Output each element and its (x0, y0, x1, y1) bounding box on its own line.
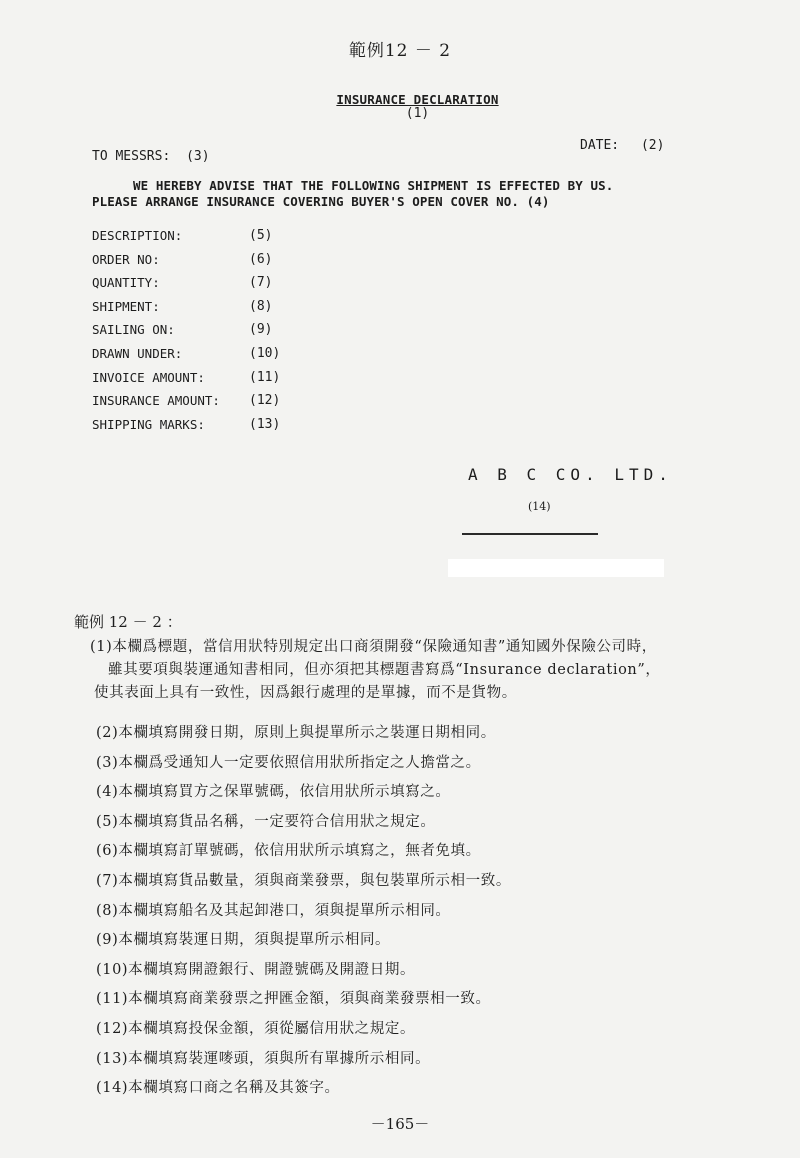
page-number: －165－ (370, 1115, 430, 1133)
form-title-block (0, 92, 800, 121)
company-name: A B C CO. LTD. (468, 465, 673, 484)
form-title: INSURANCE DECLARATION (336, 92, 499, 107)
list-item: (7)本欄填寫貨品數量，須與商業發票，與包裝單所示相一致。 (96, 872, 511, 889)
to-label: TO MESSRS: (92, 149, 171, 164)
field-label: ORDER NO: (92, 251, 160, 267)
field-label: DESCRIPTION: (92, 228, 183, 243)
company-number: (14) (528, 500, 551, 513)
notes-title: 範例 12 － 2 ： (74, 613, 182, 631)
signature-line (462, 533, 598, 535)
date-label: DATE: (580, 138, 620, 153)
list-item: (9)本欄填寫裝運日期，須與提單所示相同。 (96, 932, 391, 949)
field-number: (8) (249, 298, 273, 314)
list-item: (14)本欄填寫口商之名稱及其簽字。 (96, 1080, 340, 1097)
field-number: (11) (249, 369, 281, 385)
form-title-number: (1) (405, 106, 430, 121)
list-item: (2)本欄填寫開發日期，原則上與提單所示之裝運日期相同。 (96, 725, 496, 741)
field-label: SAILING ON: (92, 322, 175, 338)
field-number: (12) (249, 393, 281, 409)
page-header: 範例12 － 2 (348, 41, 452, 61)
to-number: (3) (186, 149, 210, 164)
list-item: (4)本欄填寫買方之保單號碼，依信用狀所示填寫之。 (96, 784, 451, 801)
note-1-line-3: 使其表面上具有一致性，因爲銀行處理的是單據，而不是貨物。 (94, 685, 517, 701)
field-label: QUANTITY: (92, 275, 160, 291)
field-number: (9) (249, 322, 273, 338)
list-item: (3)本欄爲受通知人一定要依照信用狀所指定之人擔當之。 (96, 754, 481, 771)
list-item: (12)本欄填寫投保金額，須從屬信用狀之規定。 (96, 1020, 416, 1037)
to-messrs-line (92, 149, 210, 164)
field-label: INVOICE AMOUNT: (92, 369, 205, 385)
field-number: (5) (249, 228, 273, 243)
note-1-line-1: (1)本欄爲標題，當信用狀特別規定出口商須開發“保險通知書”通知國外保險公司時， (90, 639, 657, 655)
field-number: (7) (249, 275, 273, 291)
advise-paragraph (92, 178, 613, 210)
field-number: (6) (249, 251, 273, 267)
list-item: (5)本欄填寫貨品名稱，一定要符合信用狀之規定。 (96, 813, 436, 830)
date-number: (2) (640, 138, 665, 153)
advise-line-2: PLEASE ARRANGE INSURANCE COVERING BUYER'S OPEN COVER NO. (4) (92, 194, 550, 209)
notes-list (90, 636, 660, 1104)
field-number: (13) (249, 416, 281, 432)
advise-line-1: WE HEREBY ADVISE THAT THE FOLLOWING SHIPMENT IS EFFECTED BY US. (133, 178, 614, 193)
field-label: SHIPPING MARKS: (92, 416, 205, 432)
list-item: (10)本欄填寫開證銀行、開證號碼及開證日期。 (96, 961, 416, 978)
field-label: DRAWN UNDER: (92, 345, 183, 361)
list-item: (6)本欄填寫訂單號碼，依信用狀所示填寫之，無者免填。 (96, 843, 481, 860)
field-number: (10) (249, 345, 281, 361)
field-label: SHIPMENT: (92, 298, 160, 314)
list-item: (8)本欄填寫船名及其起卸港口，須與提單所示相同。 (96, 902, 451, 919)
date-line (580, 138, 664, 153)
note-item-1 (90, 636, 660, 705)
list-item: (11)本欄填寫商業發票之押匯金額，須與商業發票相一致。 (96, 991, 491, 1008)
field-label: INSURANCE AMOUNT: (92, 393, 220, 409)
note-1-line-2: 雖其要項與裝運通知書相同，但亦須把其標題書寫爲“Insurance declaration”， (108, 662, 661, 678)
list-item: (13)本欄填寫裝運嘜頭，須與所有單據所示相同。 (96, 1050, 431, 1067)
blank-patch (448, 559, 664, 577)
